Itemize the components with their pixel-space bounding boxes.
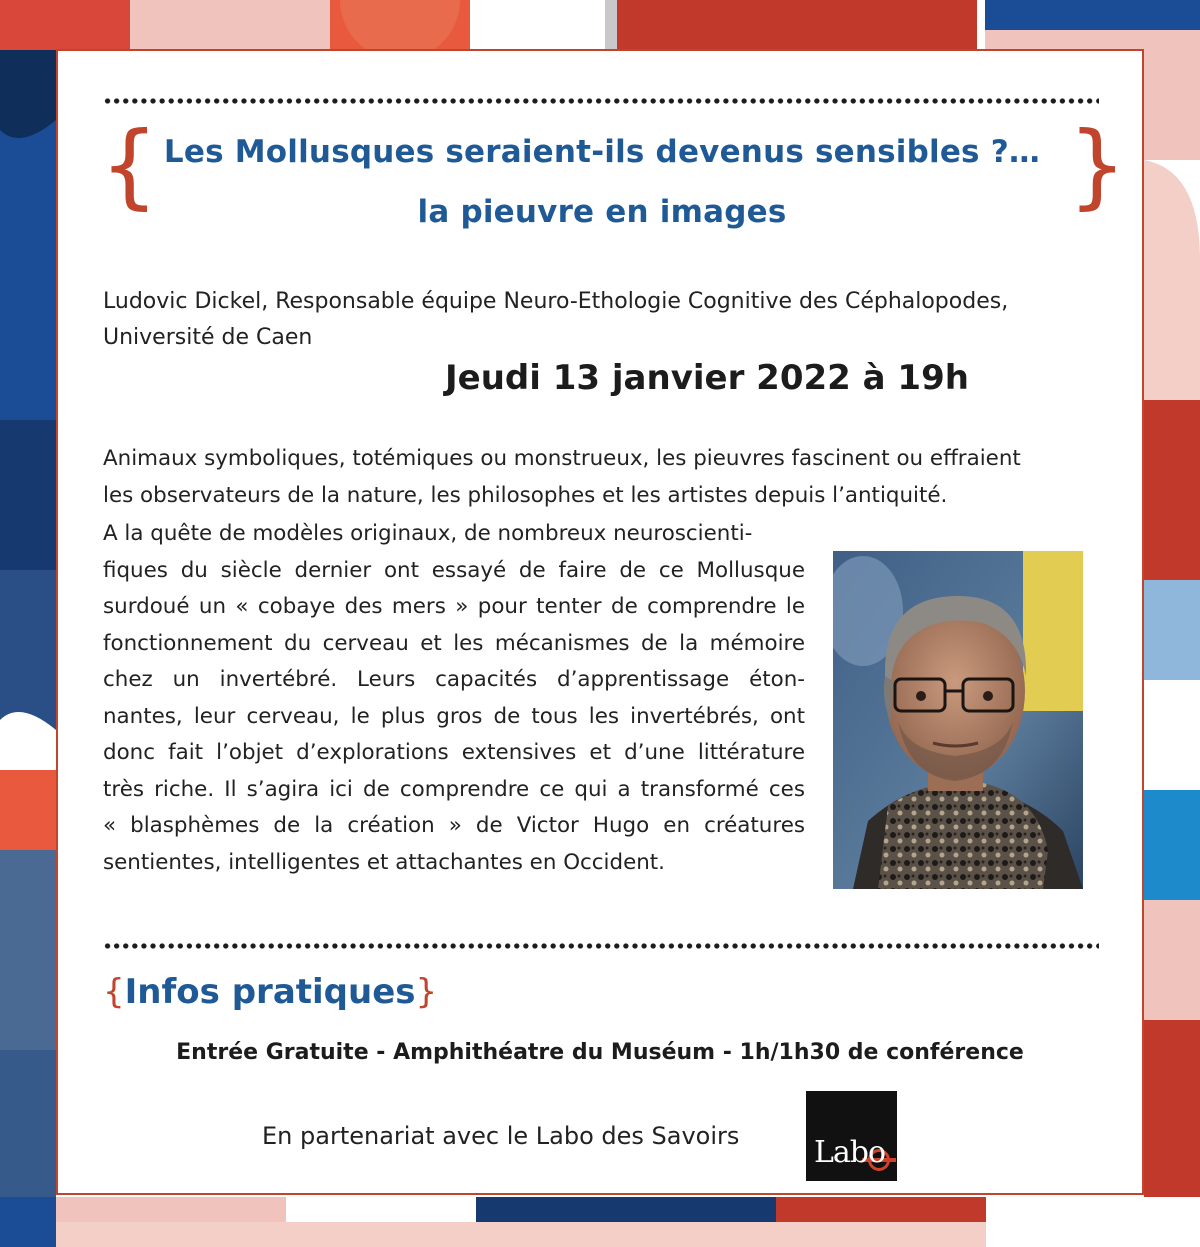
partner-text: En partenariat avec le Labo des Savoirs bbox=[262, 1122, 740, 1150]
logo-text: Labo bbox=[814, 1135, 886, 1170]
speaker-line2: Université de Caen bbox=[103, 325, 313, 350]
description-body-line: surdoué un « cobaye des mers » pour tenter de comprendre le bbox=[103, 594, 805, 619]
labo-des-savoirs-logo bbox=[806, 1091, 897, 1181]
infos-close-brace: } bbox=[415, 972, 438, 1012]
description-body bbox=[103, 516, 805, 881]
speaker-line1: Ludovic Dickel, Responsable équipe Neuro-Ethologie Cognitive des Céphalopodes, bbox=[103, 289, 1009, 314]
dotted-divider-top bbox=[103, 97, 1099, 105]
description-body-line: nantes, leur cerveau, le plus gros de tous les invertébrés, ont bbox=[103, 703, 805, 729]
event-date: Jeudi 13 janvier 2022 à 19h bbox=[445, 358, 969, 398]
speaker-portrait bbox=[833, 551, 1083, 889]
title-close-brace: } bbox=[1068, 112, 1127, 219]
description-intro-line: Animaux symboliques, totémiques ou monstrueux, les pieuvres fascinent ou effraient bbox=[103, 446, 1021, 471]
description-intro-line: les observateurs de la nature, les philosophes et les artistes depuis l’antiquité. bbox=[103, 482, 948, 508]
description-body-line: donc fait l’objet d’explorations extensives et d’une littérature bbox=[103, 740, 805, 765]
description-body-line: sentientes, intelligentes et attachantes en Occident. bbox=[103, 849, 665, 875]
infos-open-brace: { bbox=[103, 972, 125, 1012]
description-body-line: fiques du siècle dernier ont essayé de faire de ce Mollusque bbox=[103, 557, 805, 583]
description-body-line: très riche. Il s’agira ici de comprendre ce qui a transformé ces bbox=[103, 776, 805, 802]
title-open-brace: { bbox=[100, 112, 159, 219]
description-body-line: chez un invertébré. Leurs capacités d’apprentissage éton- bbox=[103, 667, 805, 692]
speaker-info bbox=[103, 284, 1103, 356]
dotted-divider-bottom bbox=[103, 942, 1099, 950]
infos-heading bbox=[103, 972, 437, 1012]
infos-title: Infos pratiques bbox=[124, 972, 416, 1012]
description-intro bbox=[103, 441, 1021, 514]
description-body-line: fonctionnement du cerveau et les mécanismes de la mémoire bbox=[103, 630, 805, 656]
event-title-line2: la pieuvre en images bbox=[417, 194, 787, 230]
description-body-line: « blasphèmes de la création » de Victor Hugo en créatures bbox=[103, 813, 805, 838]
infos-details: Entrée Gratuite - Amphithéatre du Muséum - 1h/1h30 de conférence bbox=[176, 1040, 1024, 1065]
description-body-line: A la quête de modèles originaux, de nombreux neuroscienti- bbox=[103, 521, 753, 546]
event-title-line1: Les Mollusques seraient-ils devenus sensibles ?… bbox=[163, 134, 1041, 170]
